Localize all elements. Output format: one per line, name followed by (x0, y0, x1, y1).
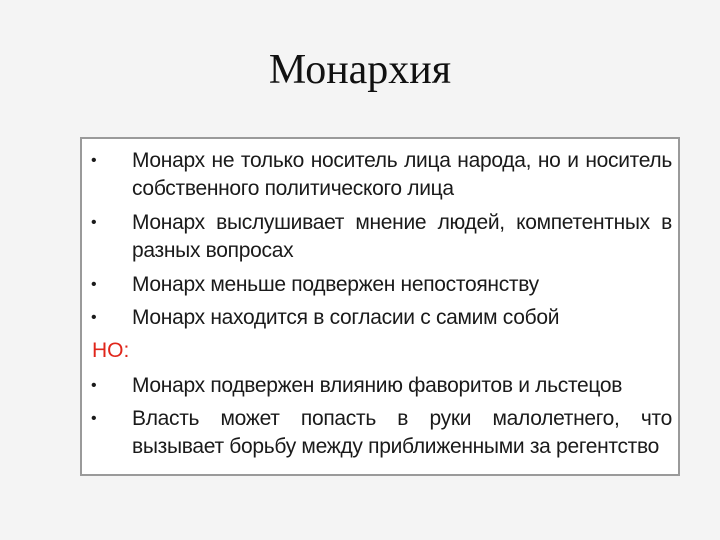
bullet-item-text: Монарх находится в согласии с самим собой (132, 306, 560, 329)
bullet-item-3 (82, 271, 678, 299)
content-box (80, 137, 680, 476)
bullet-item-text: Монарх меньше подвержен непостоянству (132, 273, 539, 296)
bullet-item-text: Монарх подвержен влиянию фаворитов и льстецов (132, 374, 623, 397)
bullet-item-6 (82, 405, 678, 461)
bullet-item-4 (82, 304, 678, 332)
bullet-icon: • (91, 377, 97, 394)
bullet-icon: • (91, 276, 97, 293)
slide-title: Монархия (268, 47, 452, 93)
bullet-item-2 (82, 209, 678, 265)
bullet-item-1 (82, 147, 678, 203)
bullet-icon: • (91, 410, 97, 427)
bullet-icon: • (91, 214, 97, 231)
bullet-icon: • (91, 309, 97, 326)
bullet-item-text: Власть может попасть в руки малолетнего, что вызывает борьбу между приближенными за регентство (132, 407, 672, 458)
but-label: НО: (92, 339, 130, 362)
bullet-item-text: Монарх выслушивает мнение людей, компетентных в разных вопросах (132, 211, 672, 262)
bullet-icon: • (91, 152, 97, 169)
bullet-item-5 (82, 372, 678, 400)
bullet-item-text: Монарх не только носитель лица народа, но и носитель собственного политического лица (132, 149, 672, 200)
